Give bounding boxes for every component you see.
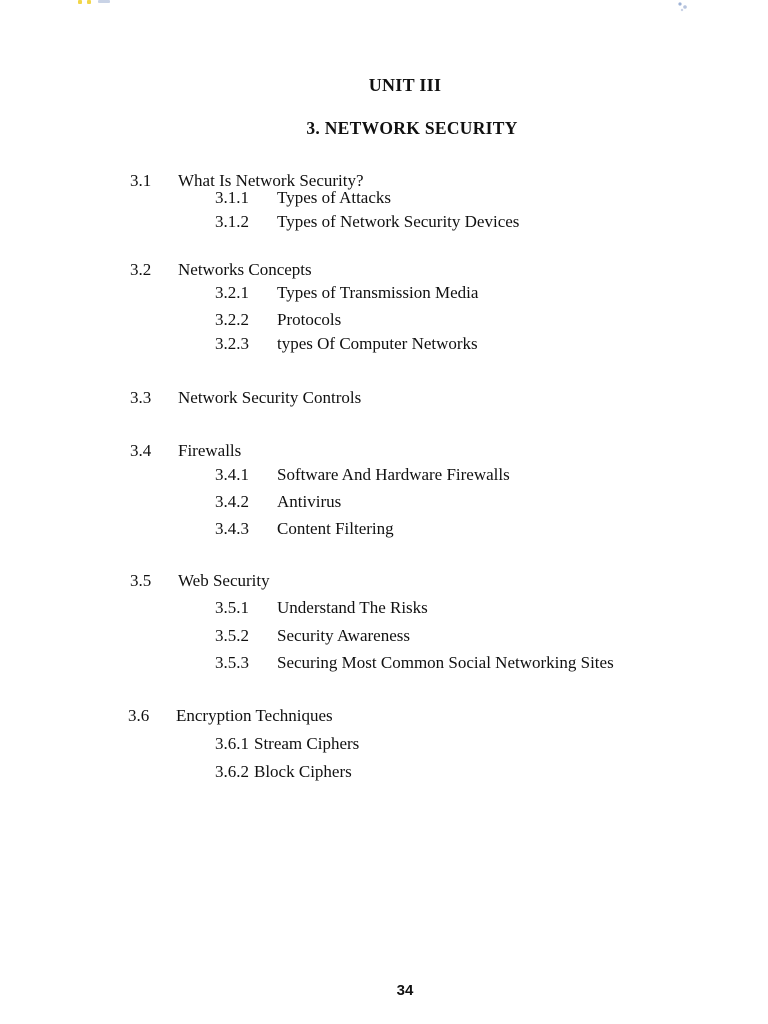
toc-subsection-3-4-2 (215, 492, 341, 512)
toc-subsection-3-6-2 (215, 762, 352, 782)
section-number: 3.3 (130, 388, 152, 407)
toc-subsection-3-4-3 (215, 519, 394, 539)
subsection-title: Block Ciphers (254, 762, 352, 781)
section-title: What Is Network Security? (178, 171, 364, 190)
subsection-title: Understand The Risks (277, 598, 428, 617)
toc-section-3-4 (130, 441, 241, 461)
toc-subsection-3-2-2 (215, 310, 341, 330)
subsection-number: 3.5.1 (215, 598, 249, 617)
subsection-title: Antivirus (277, 492, 342, 511)
unit-title: UNIT III (368, 75, 442, 95)
subsection-number: 3.5.3 (215, 653, 249, 672)
subsection-number: 3.6.1 (215, 734, 249, 753)
toc-subsection-3-6-1 (215, 734, 359, 754)
subsection-title: Types of Transmission Media (277, 283, 479, 302)
toc-subsection-3-2-1 (215, 283, 478, 303)
toc-subsection-3-1-2 (215, 212, 519, 232)
section-number: 3.1 (130, 171, 152, 190)
chapter-title: 3. NETWORK SECURITY (306, 118, 518, 138)
subsection-title: Types of Attacks (277, 188, 392, 207)
subsection-number: 3.6.2 (215, 762, 249, 781)
subsection-number: 3.2.3 (215, 334, 249, 353)
section-number: 3.2 (130, 260, 152, 279)
toc-subsection-3-5-2 (215, 626, 410, 646)
toc-subsection-3-5-1 (215, 598, 428, 618)
section-title: Network Security Controls (178, 388, 362, 407)
section-title: Encryption Techniques (176, 706, 333, 725)
toc-section-3-5 (130, 571, 270, 591)
section-number: 3.5 (130, 571, 152, 590)
subsection-title: Content Filtering (277, 519, 394, 538)
toc-subsection-3-1-1 (215, 188, 391, 208)
section-title: Web Security (178, 571, 270, 590)
section-title: Networks Concepts (178, 260, 312, 279)
subsection-number: 3.5.2 (215, 626, 249, 645)
subsection-number: 3.2.1 (215, 283, 249, 302)
toc-subsection-3-2-3 (215, 334, 478, 354)
subsection-title: types Of Computer Networks (277, 334, 478, 353)
subsection-title: Protocols (277, 310, 342, 329)
toc-section-3-6 (128, 706, 333, 726)
scan-artifact-left (78, 0, 112, 5)
subsection-number: 3.4.2 (215, 492, 249, 511)
subsection-number: 3.2.2 (215, 310, 249, 329)
subsection-number: 3.1.2 (215, 212, 249, 231)
section-number: 3.4 (130, 441, 152, 460)
toc-section-3-2 (130, 260, 312, 280)
subsection-title: Types of Network Security Devices (277, 212, 520, 231)
subsection-title: Software And Hardware Firewalls (277, 465, 510, 484)
toc-subsection-3-5-3 (215, 653, 614, 673)
scan-artifact-right (676, 0, 690, 12)
section-number: 3.6 (128, 706, 150, 725)
subsection-title: Security Awareness (277, 626, 410, 645)
section-title: Firewalls (178, 441, 242, 460)
subsection-title: Securing Most Common Social Networking Sites (277, 653, 614, 672)
page-number: 34 (396, 982, 414, 999)
subsection-number: 3.4.3 (215, 519, 249, 538)
subsection-title: Stream Ciphers (254, 734, 360, 753)
toc-section-3-3 (130, 388, 361, 408)
subsection-number: 3.1.1 (215, 188, 249, 207)
subsection-number: 3.4.1 (215, 465, 249, 484)
toc-subsection-3-4-1 (215, 465, 510, 485)
